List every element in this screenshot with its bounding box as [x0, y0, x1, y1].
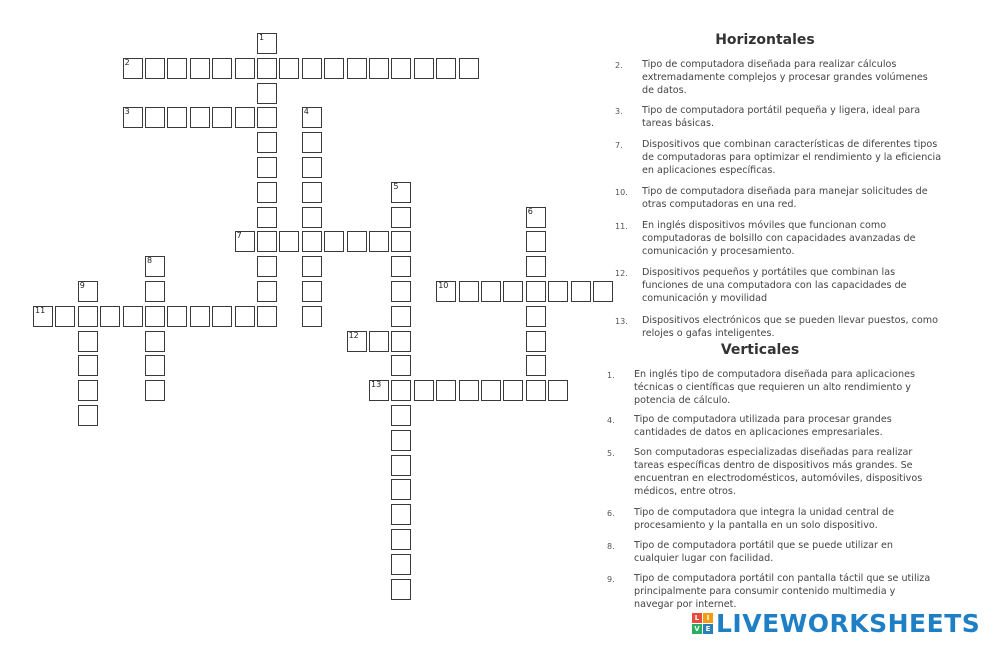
clue-number: 8.	[607, 542, 615, 551]
clue-number: 11.	[615, 222, 628, 231]
crossword-cell[interactable]	[78, 306, 98, 327]
crossword-cell[interactable]	[347, 331, 367, 352]
crossword-cell[interactable]	[257, 231, 277, 252]
crossword-cell[interactable]	[78, 405, 98, 426]
crossword-cell[interactable]	[257, 107, 277, 128]
cell-number: 8	[147, 256, 153, 266]
crossword-cell[interactable]	[302, 182, 322, 203]
crossword-cell[interactable]	[369, 231, 389, 252]
crossword-cell[interactable]	[302, 107, 322, 128]
crossword-cell[interactable]	[391, 405, 411, 426]
crossword-cell[interactable]	[414, 380, 434, 401]
crossword-cell[interactable]	[257, 58, 277, 79]
crossword-cell[interactable]	[548, 380, 568, 401]
cell-number: 1	[259, 33, 265, 42]
cell-number: 6	[527, 206, 533, 216]
crossword-cell[interactable]	[369, 331, 389, 352]
cell-number: 5	[393, 181, 399, 191]
crossword-cell[interactable]	[391, 331, 411, 352]
clue-text: Tipo de computadora portátil pequeña y ligera, ideal para tareas básicas.	[642, 105, 921, 129]
crossword-cell[interactable]	[391, 281, 411, 302]
cell-number: 11	[35, 305, 46, 315]
crossword-cell[interactable]	[391, 256, 411, 277]
crossword-cell[interactable]	[235, 231, 255, 252]
crossword-cell[interactable]	[302, 256, 322, 277]
crossword-cell[interactable]	[459, 380, 479, 401]
clue-text: Tipo de computadora diseñada para manejar solicitudes de otras computadoras en una red.	[642, 186, 928, 210]
crossword-cell[interactable]	[391, 455, 411, 476]
clue-text: Tipo de computadora portátil que se puede utilizar en cualquier lugar con facilidad.	[634, 540, 894, 564]
crossword-cell[interactable]	[302, 58, 322, 79]
logo-badge-letter: V	[692, 624, 702, 634]
crossword-cell[interactable]	[436, 58, 456, 79]
crossword-cell[interactable]	[391, 231, 411, 252]
crossword-cell[interactable]	[302, 281, 322, 302]
logo-word: LIVEWORKSHEETS	[716, 608, 981, 638]
crossword-cell[interactable]	[436, 281, 456, 302]
crossword-cell[interactable]	[257, 33, 277, 54]
clue-number: 9.	[607, 575, 615, 584]
crossword-cell[interactable]	[78, 355, 98, 376]
logo-badge-letter: I	[703, 613, 713, 623]
logo-badge-letter: E	[703, 624, 713, 634]
crossword-cell[interactable]	[145, 58, 165, 79]
crossword-cell[interactable]	[145, 306, 165, 327]
clue-text: Tipo de computadora que integra la unidad central de procesamiento y la pantalla en un solo dispositivo.	[634, 507, 894, 531]
clue-number: 10.	[615, 188, 628, 197]
crossword-cell[interactable]	[257, 281, 277, 302]
crossword-cell[interactable]	[190, 58, 210, 79]
crossword-cell[interactable]	[190, 306, 210, 327]
crossword-cell[interactable]	[212, 58, 232, 79]
logo-badge-letter: L	[692, 613, 702, 623]
crossword-cell[interactable]	[391, 430, 411, 451]
crossword-cell[interactable]	[257, 83, 277, 104]
clue-number: 7.	[615, 141, 623, 150]
crossword-cell[interactable]	[526, 380, 546, 401]
crossword-cell[interactable]	[123, 306, 143, 327]
crossword-cell[interactable]	[391, 355, 411, 376]
crossword-cell[interactable]	[391, 182, 411, 203]
clue-text: En inglés dispositivos móviles que funcionan como computadoras de bolsillo con capacidades avanzadas de comunicación y procesamiento.	[642, 220, 916, 257]
clue-number: 13.	[615, 317, 628, 326]
crossword-cell[interactable]	[257, 207, 277, 228]
crossword-cell[interactable]	[235, 306, 255, 327]
cell-number: 3	[124, 107, 130, 117]
crossword-cell[interactable]	[145, 355, 165, 376]
crossword-cell[interactable]	[33, 306, 53, 327]
cell-number: 4	[303, 107, 309, 117]
clue-text: Dispositivos pequeños y portátiles que combinan las funciones de una computadora con las capacidades de comunicación y movilidad	[642, 267, 907, 304]
cell-number: 10	[438, 281, 449, 290]
crossword-cell[interactable]	[391, 479, 411, 500]
crossword-cell[interactable]	[78, 331, 98, 352]
crossword-cell[interactable]	[78, 380, 98, 401]
crossword-cell[interactable]	[436, 380, 456, 401]
crossword-cell[interactable]	[55, 306, 75, 327]
crossword-cell[interactable]	[369, 58, 389, 79]
crossword-cell[interactable]	[167, 107, 187, 128]
crossword-cell[interactable]	[145, 256, 165, 277]
crossword-cell[interactable]	[391, 58, 411, 79]
crossword-cell[interactable]	[123, 58, 143, 79]
crossword-cell[interactable]	[548, 281, 568, 302]
crossword-cell[interactable]	[302, 132, 322, 153]
crossword-cell[interactable]	[145, 380, 165, 401]
clue-number: 2.	[615, 61, 623, 70]
crossword-cell[interactable]	[481, 380, 501, 401]
crossword-cell[interactable]	[167, 306, 187, 327]
vertical-title: Verticales	[720, 342, 800, 358]
crossword-cell[interactable]	[526, 231, 546, 252]
clue-text: Dispositivos electrónicos que se pueden llevar puestos, como relojes o gafas inteligentes.	[642, 315, 938, 339]
crossword-cell[interactable]	[526, 256, 546, 277]
crossword-cell[interactable]	[391, 554, 411, 575]
clue-text: Tipo de computadora diseñada para realizar cálculos extremadamente complejos y procesar grandes volúmenes de datos.	[642, 59, 928, 96]
crossword-cell[interactable]	[414, 58, 434, 79]
clue-text: En inglés tipo de computadora diseñada para aplicaciones técnicas o científicas que requieren un alto rendimiento y potencia de cálculo.	[634, 369, 915, 406]
crossword-cell[interactable]	[123, 107, 143, 128]
crossword-cell[interactable]	[257, 157, 277, 178]
crossword-cell[interactable]	[324, 231, 344, 252]
clue-text: Tipo de computadora portátil con pantalla táctil que se utiliza principalmente para consumir contenido multimedia y navegar por internet.	[634, 573, 931, 610]
crossword-cell[interactable]	[526, 331, 546, 352]
crossword-cell[interactable]	[526, 355, 546, 376]
crossword-cell[interactable]	[302, 157, 322, 178]
crossword-cell[interactable]	[391, 529, 411, 550]
clue-text: Dispositivos que combinan características de diferentes tipos de computadoras para optimizar el rendimiento y la eficiencia en aplicaciones específicas.	[642, 139, 942, 176]
liveworksheets-logo	[692, 608, 980, 638]
clue-number: 12.	[615, 269, 628, 278]
crossword-cell[interactable]	[212, 107, 232, 128]
crossword-cell[interactable]	[145, 281, 165, 302]
cell-number: 7	[236, 231, 242, 241]
cell-number: 2	[124, 57, 130, 67]
crossword-cell[interactable]	[391, 306, 411, 327]
crossword-cell[interactable]	[369, 380, 389, 401]
clue-number: 6.	[607, 509, 615, 518]
crossword-cell[interactable]	[526, 281, 546, 302]
crossword-cell[interactable]	[279, 231, 299, 252]
crossword-cell[interactable]	[391, 207, 411, 228]
crossword-cell[interactable]	[145, 331, 165, 352]
crossword-cell[interactable]	[257, 132, 277, 153]
crossword-cell[interactable]	[302, 306, 322, 327]
crossword-cell[interactable]	[481, 281, 501, 302]
crossword-cell[interactable]	[571, 281, 591, 302]
crossword-cell[interactable]	[167, 58, 187, 79]
clue-number: 5.	[607, 449, 615, 458]
cell-number: 9	[79, 281, 85, 290]
crossword-cell[interactable]	[593, 281, 613, 302]
clue-text: Tipo de computadora utilizada para procesar grandes cantidades de datos en aplicaciones empresariales.	[634, 414, 892, 438]
cell-number: 12	[348, 330, 359, 340]
clue-number: 4.	[607, 416, 615, 425]
crossword-cell[interactable]	[257, 256, 277, 277]
clue-text: Son computadoras especializadas diseñadas para realizar tareas específicas dentro de dispositivos más grandes. Se encuentran en electrodomésticos, automóviles, dispositivos médicos, entre otros.	[634, 447, 923, 497]
crossword-cell[interactable]	[347, 231, 367, 252]
crossword-cell[interactable]	[459, 281, 479, 302]
crossword-cell[interactable]	[526, 306, 546, 327]
crossword-cell[interactable]	[302, 207, 322, 228]
clue-number: 1.	[607, 371, 615, 380]
crossword-cell[interactable]	[145, 107, 165, 128]
cell-number: 13	[371, 380, 382, 390]
crossword-cell[interactable]	[302, 231, 322, 252]
crossword-cell[interactable]	[526, 207, 546, 228]
crossword-cell[interactable]	[190, 107, 210, 128]
crossword-cell[interactable]	[235, 107, 255, 128]
crossword-cell[interactable]	[78, 281, 98, 302]
crossword-cell[interactable]	[257, 306, 277, 327]
crossword-cell[interactable]	[347, 58, 367, 79]
crossword-cell[interactable]	[257, 182, 277, 203]
crossword-cell[interactable]	[391, 504, 411, 525]
logo-badge-icon	[692, 613, 713, 634]
crossword-cell[interactable]	[391, 380, 411, 401]
crossword-cell[interactable]	[324, 58, 344, 79]
crossword-cell[interactable]	[503, 281, 523, 302]
clue-number: 3.	[615, 107, 623, 116]
horizontal-title: Horizontales	[715, 32, 815, 48]
crossword-cell[interactable]	[459, 58, 479, 79]
crossword-cell[interactable]	[100, 306, 120, 327]
crossword-cell[interactable]	[503, 380, 523, 401]
crossword-cell[interactable]	[235, 58, 255, 79]
crossword-cell[interactable]	[212, 306, 232, 327]
crossword-cell[interactable]	[279, 58, 299, 79]
crossword-cell[interactable]	[391, 579, 411, 600]
